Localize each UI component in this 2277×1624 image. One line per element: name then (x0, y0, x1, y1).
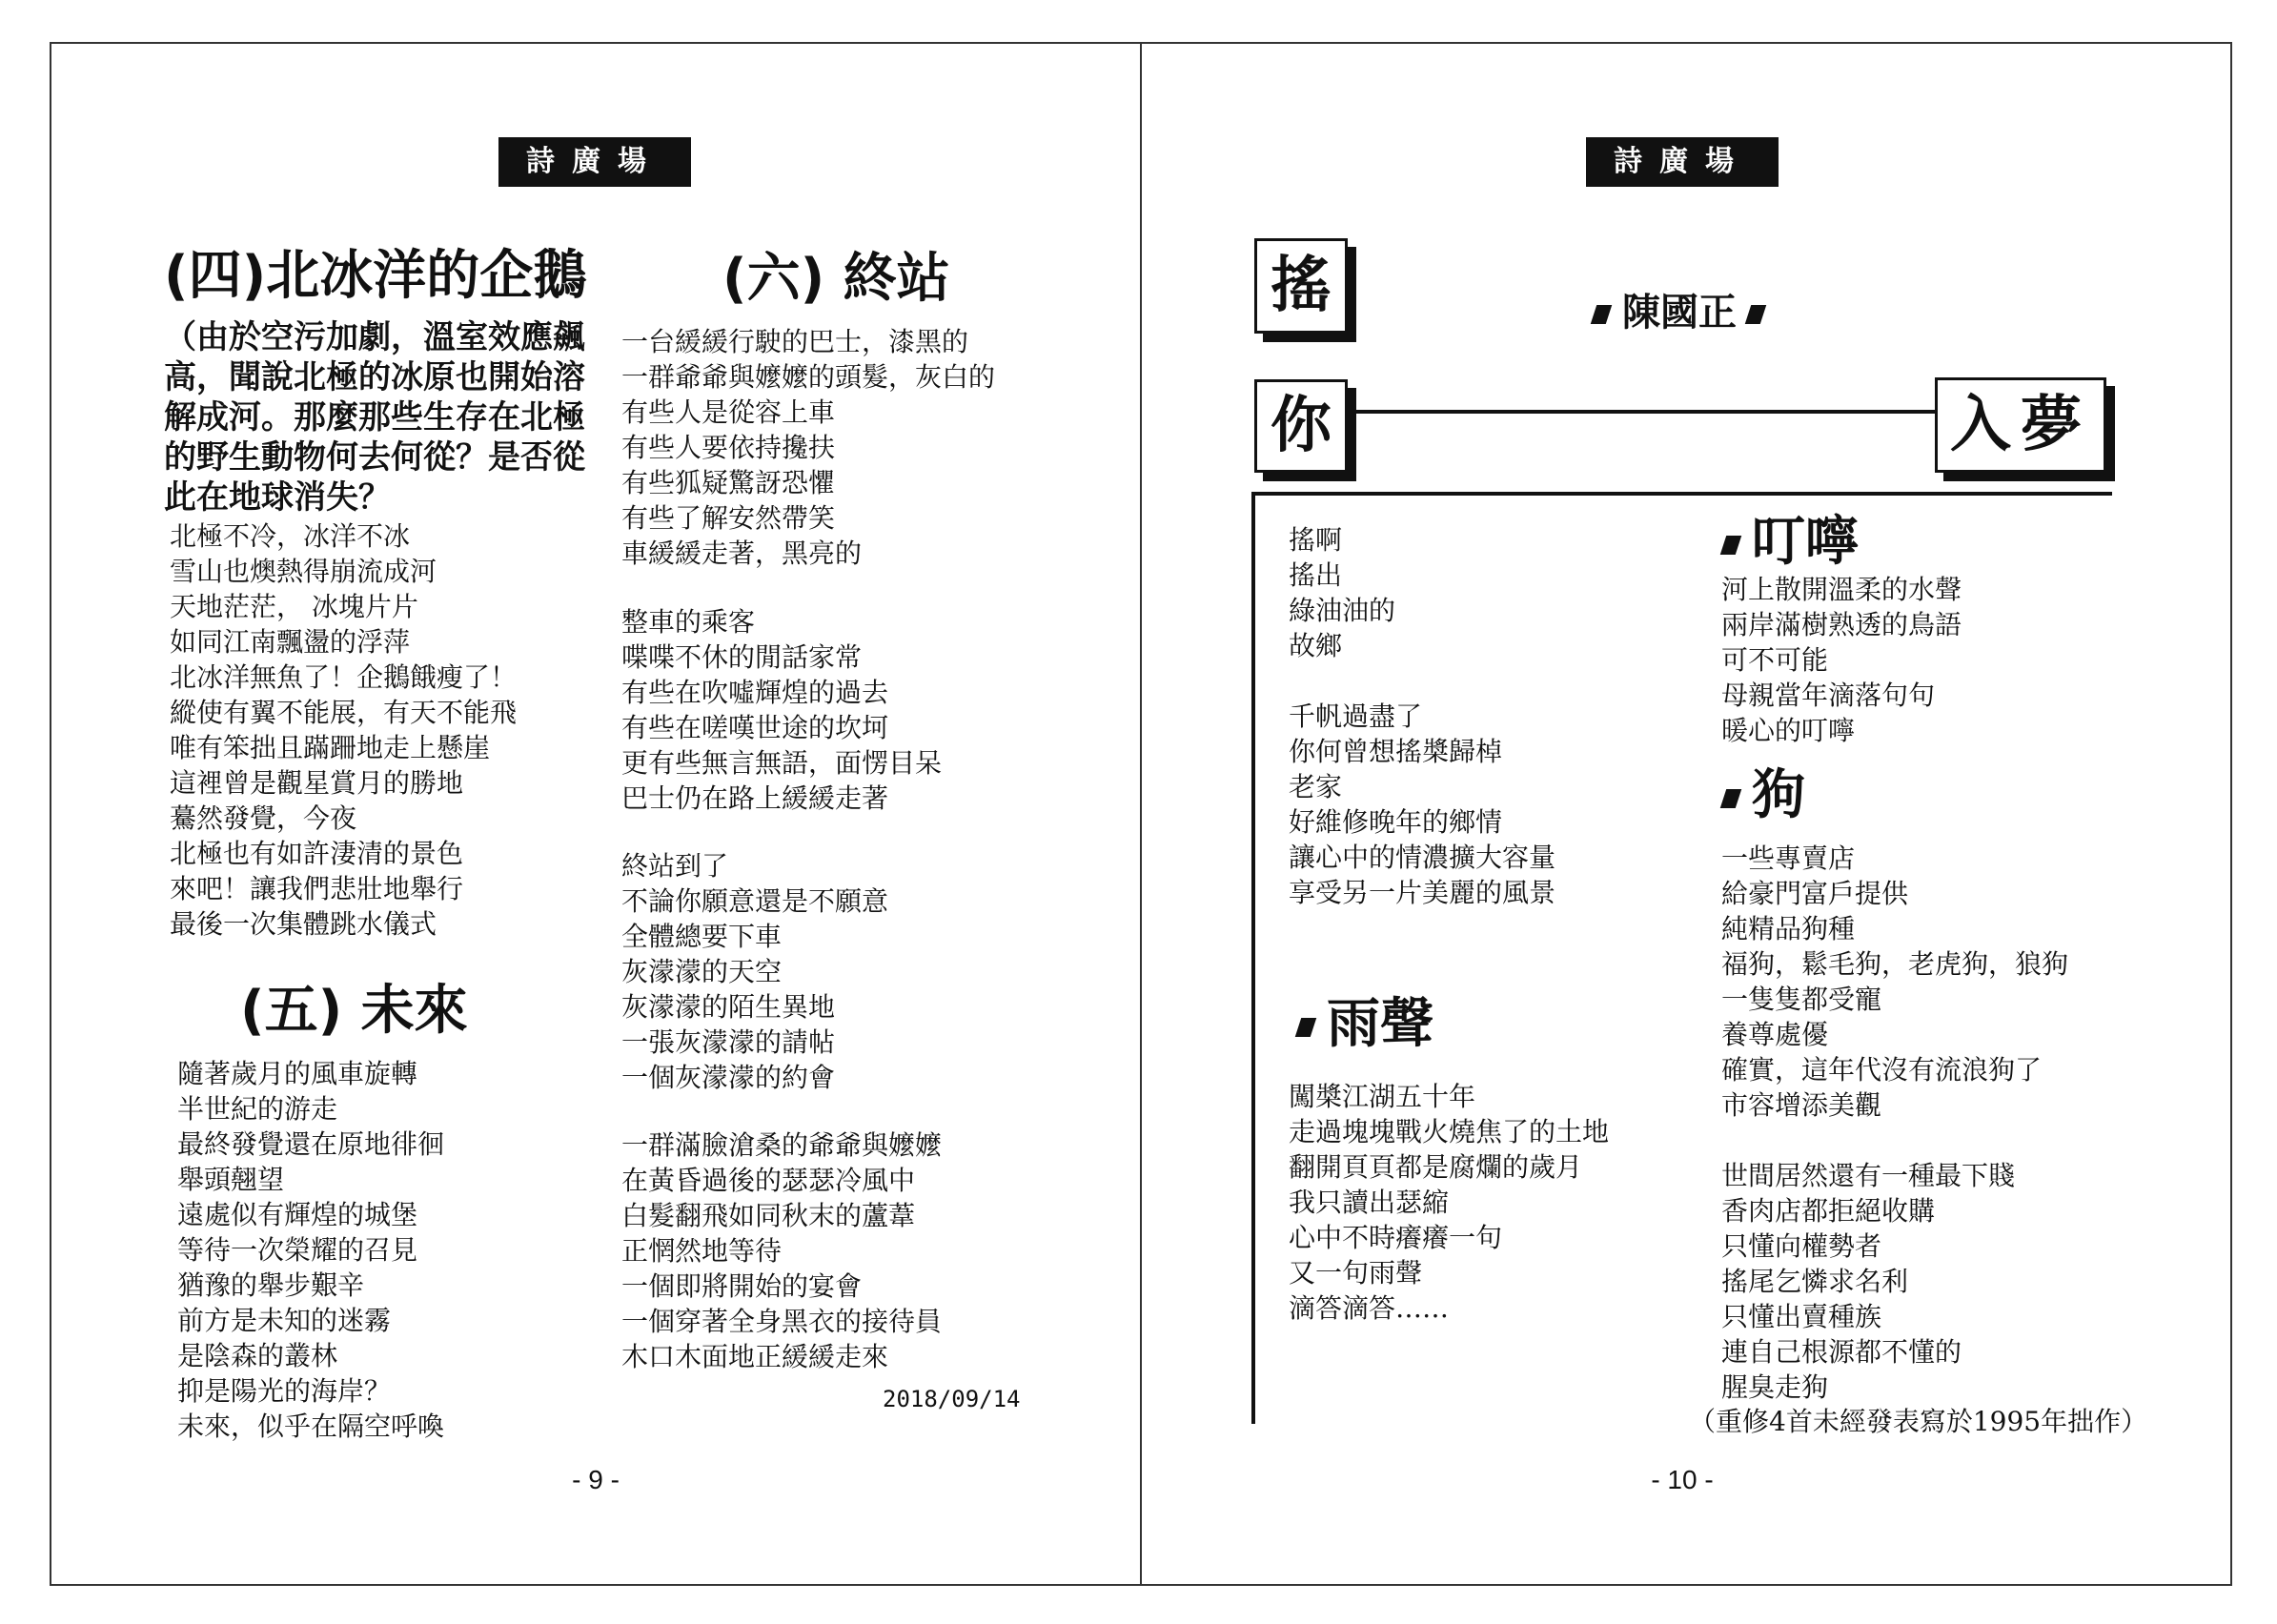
poem-ding-line: 母親當年滴落句句 (1721, 680, 1936, 711)
poem4-line: 唯有笨拙且蹣跚地走上懸崖 (170, 732, 491, 763)
poem4-title: (四)北冰洋的企鵝 (164, 245, 587, 307)
poem6-line: 喋喋不休的閒話家常 (621, 641, 863, 673)
poem-main-line: 搖出 (1289, 559, 1343, 591)
title-underline-rule (1251, 492, 2112, 496)
author-bullet-left (1591, 305, 1612, 324)
poem5-line: 等待一次榮耀的召見 (177, 1234, 418, 1266)
poem-dog-line: 一隻隻都受寵 (1721, 984, 1882, 1015)
poem5-line: 未來，似乎在隔空呼喚 (177, 1411, 445, 1442)
poem6-line: 一個即將開始的宴會 (621, 1270, 863, 1302)
poem6-line: 一張灰濛濛的請帖 (621, 1026, 836, 1058)
poem-dog-line: 腥臭走狗 (1721, 1371, 1829, 1403)
poem-ding-line: 暖心的叮嚀 (1721, 715, 1856, 746)
poem-main-line: 搖啊 (1289, 524, 1343, 556)
poem4-preface-line: 此在地球消失？ (164, 478, 391, 517)
poem6-line: 白髮翻飛如同秋末的蘆葦 (621, 1200, 916, 1231)
poem-main-line (1289, 663, 1555, 699)
poem6-line: 一台緩緩行駛的巴士，漆黑的 (621, 326, 969, 357)
poem-dog-title-text: 狗 (1752, 764, 1805, 826)
poem6-line: 有些了解安然帶笑 (621, 502, 836, 534)
poem-main-lines (1289, 522, 1555, 910)
poem6-line: 有些人要依持攙扶 (621, 432, 836, 463)
poem-dog-line: 確實，這年代沒有流浪狗了 (1721, 1054, 2043, 1086)
poem-main-line: 享受另一片美麗的風景 (1289, 877, 1556, 908)
poem-rain-title-text: 雨聲 (1327, 993, 1433, 1055)
left-section-banner: 詩廣場 (498, 137, 691, 187)
poem-main-line: 讓心中的情濃擴大容量 (1289, 842, 1556, 873)
poem-rain-line: 翻開頁頁都是腐爛的歲月 (1289, 1151, 1583, 1183)
poem-rain-line: 又一句雨聲 (1289, 1257, 1423, 1289)
title-box-yao: 搖 (1254, 238, 1348, 334)
poem4-line: 雪山也燠熱得崩流成河 (170, 556, 437, 587)
poem4-line: 這裡曾是觀星賞月的勝地 (170, 767, 464, 799)
author-bullet-right (1745, 305, 1766, 324)
poem4-preface-line: 的野生動物何去何從？是否從 (164, 438, 585, 477)
poem4-line: 北極也有如許淒清的景色 (170, 838, 464, 869)
poem-dog-line: 市容增添美觀 (1721, 1089, 1882, 1121)
poem-dog-line: 世間居然還有一種最下賤 (1721, 1160, 2016, 1191)
poem6-line: 有些狐疑驚訝恐懼 (621, 467, 836, 498)
poem5-line: 舉頭翹望 (177, 1164, 285, 1195)
poem4-line: 最後一次集體跳水儀式 (170, 908, 437, 940)
poem6-date: 2018/09/14 (883, 1386, 1021, 1412)
title-vertical-rule (1251, 496, 1255, 1424)
poem5-lines (177, 1056, 444, 1444)
poem6-line: 木口木面地正緩緩走來 (621, 1341, 889, 1372)
poem4-preface-line: 高，聞說北極的冰原也開始溶 (164, 358, 585, 396)
revision-note: （重修4首未經發表寫於1995年拙作） (1689, 1406, 2148, 1437)
poem5-line: 半世紀的游走 (177, 1093, 338, 1125)
poem-dog-line: 只懂出賣種族 (1721, 1301, 1882, 1332)
poem5-line: 是陰森的叢林 (177, 1340, 338, 1371)
poem-dog-lines (1721, 841, 2068, 1405)
author-name (1594, 282, 1763, 336)
poem4-line: 天地茫茫， 冰塊片片 (170, 591, 418, 622)
right-section-banner: 詩廣場 (1586, 137, 1779, 187)
poem5-title: (五) 未來 (240, 980, 468, 1042)
poem5-line: 前方是未知的迷霧 (177, 1305, 392, 1336)
poem4-line: 北極不冷，冰洋不冰 (170, 520, 411, 552)
poem-main-line: 好維修晚年的鄉情 (1289, 806, 1503, 838)
poem6-stanza1 (621, 324, 995, 571)
poem4-line: 縱使有翼不能展，有天不能飛 (170, 697, 518, 728)
poem-ding-title (1723, 509, 1859, 576)
poem4-preface (164, 317, 585, 518)
left-page-number: - 9 - (572, 1465, 620, 1494)
poem-dog-line (1721, 1123, 2068, 1158)
title-box-ni: 你 (1254, 379, 1348, 473)
poem-main-line: 綠油油的 (1289, 595, 1396, 626)
author-name-text: 陳國正 (1622, 291, 1737, 335)
poem4-preface-line: 解成河。那麼那些生存在北極 (164, 398, 585, 436)
poem-main-line: 老家 (1289, 771, 1343, 802)
poem-rain-title (1298, 991, 1433, 1058)
poem5-line: 遠處似有輝煌的城堡 (177, 1199, 418, 1230)
title-box-rumeng: 入夢 (1935, 377, 2106, 473)
poem-ding-line: 兩岸滿樹熟透的鳥語 (1721, 609, 1962, 640)
poem6-line: 有些人是從容上車 (621, 396, 836, 428)
poem6-line: 有些在嗟嘆世途的坎坷 (621, 712, 889, 743)
poem6-stanza4 (621, 1127, 942, 1374)
poem-main-line: 你何曾想搖槳歸棹 (1289, 736, 1503, 767)
poem6-line: 正惘然地等待 (621, 1235, 783, 1267)
poem-main-line: 千帆過盡了 (1289, 700, 1423, 732)
poem6-line: 全體總要下車 (621, 921, 783, 952)
poem6-line: 灰濛濛的陌生異地 (621, 991, 836, 1023)
poem4-line: 驀然發覺，今夜 (170, 802, 357, 834)
poem6-line: 整車的乘客 (621, 606, 756, 638)
title-connector-line (1348, 410, 1939, 414)
poem6-line: 一個穿著全身黑衣的接待員 (621, 1306, 943, 1337)
poem-rain-line: 闖槳江湖五十年 (1289, 1081, 1476, 1112)
rain-bullet (1295, 1018, 1316, 1037)
poem-dog-title (1723, 762, 1805, 829)
poem6-line: 終站到了 (621, 850, 729, 882)
poem-dog-line: 搖尾乞憐求名利 (1721, 1266, 1909, 1297)
poem6-stanza3 (621, 848, 888, 1095)
poem6-line: 巴士仍在路上緩緩走著 (621, 782, 889, 814)
poem-dog-line: 福狗，鬆毛狗，老虎狗，狼狗 (1721, 948, 2069, 980)
poem-dog-line: 連自己根源都不懂的 (1721, 1336, 1962, 1368)
poem6-line: 一群爺爺與嬤嬤的頭髮，灰白的 (621, 361, 996, 393)
poem-ding-lines (1721, 572, 1962, 748)
poem-rain-lines (1289, 1079, 1609, 1326)
poem6-line: 不論你願意還是不願意 (621, 885, 889, 917)
poem-main-line: 故鄉 (1289, 630, 1343, 661)
poem6-line: 有些在吹噓輝煌的過去 (621, 677, 889, 708)
poem6-line: 一群滿臉滄桑的爺爺與嬤嬤 (621, 1129, 943, 1161)
poem-dog-line: 香肉店都拒絕收購 (1721, 1195, 1936, 1227)
poem4-line: 北冰洋無魚了！企鵝餓瘦了！ (170, 661, 518, 693)
poem5-line: 猶豫的舉步艱辛 (177, 1269, 365, 1301)
poem-dog-line: 一些專賣店 (1721, 842, 1856, 874)
poem6-line: 更有些無言無語，面愣目呆 (621, 747, 943, 779)
poem4-lines (170, 518, 517, 942)
poem-ding-title-text: 叮嚀 (1752, 511, 1859, 573)
poem-rain-line: 心中不時癢癢一句 (1289, 1222, 1503, 1253)
poem-rain-line: 滴答滴答…… (1289, 1292, 1450, 1324)
poem5-line: 抑是陽光的海岸？ (177, 1375, 392, 1407)
poem-rain-line: 走過塊塊戰火燒焦了的土地 (1289, 1116, 1610, 1147)
poem-dog-line: 給豪門富戶提供 (1721, 878, 1909, 909)
poem6-title: (六) 終站 (722, 248, 950, 310)
poem5-line: 隨著歲月的風車旋轉 (177, 1058, 418, 1089)
poem-dog-line: 純精品狗種 (1721, 913, 1856, 944)
poem6-line: 車緩緩走著，黑亮的 (621, 538, 863, 569)
poem6-line: 一個灰濛濛的約會 (621, 1062, 836, 1093)
poem6-line: 灰濛濛的天空 (621, 956, 783, 987)
poem-ding-line: 可不可能 (1721, 644, 1829, 676)
dog-bullet (1720, 789, 1741, 808)
right-page-number: - 10 - (1651, 1465, 1714, 1494)
poem6-line: 在黃昏過後的瑟瑟冷風中 (621, 1165, 916, 1196)
poem4-line: 如同江南飄盪的浮萍 (170, 626, 411, 658)
ding-bullet (1720, 536, 1741, 555)
poem-rain-line: 我只讀出瑟縮 (1289, 1187, 1450, 1218)
poem4-line: 來吧！讓我們悲壯地舉行 (170, 873, 464, 904)
poem-dog-line: 養尊處優 (1721, 1019, 1829, 1050)
poem4-preface-line: （由於空污加劇，溫室效應飆 (164, 318, 585, 356)
poem-dog-line: 只懂向權勢者 (1721, 1230, 1882, 1262)
poem-ding-line: 河上散開溫柔的水聲 (1721, 574, 1962, 605)
poem6-stanza2 (621, 604, 942, 816)
poem5-line: 最終發覺還在原地徘徊 (177, 1128, 445, 1160)
